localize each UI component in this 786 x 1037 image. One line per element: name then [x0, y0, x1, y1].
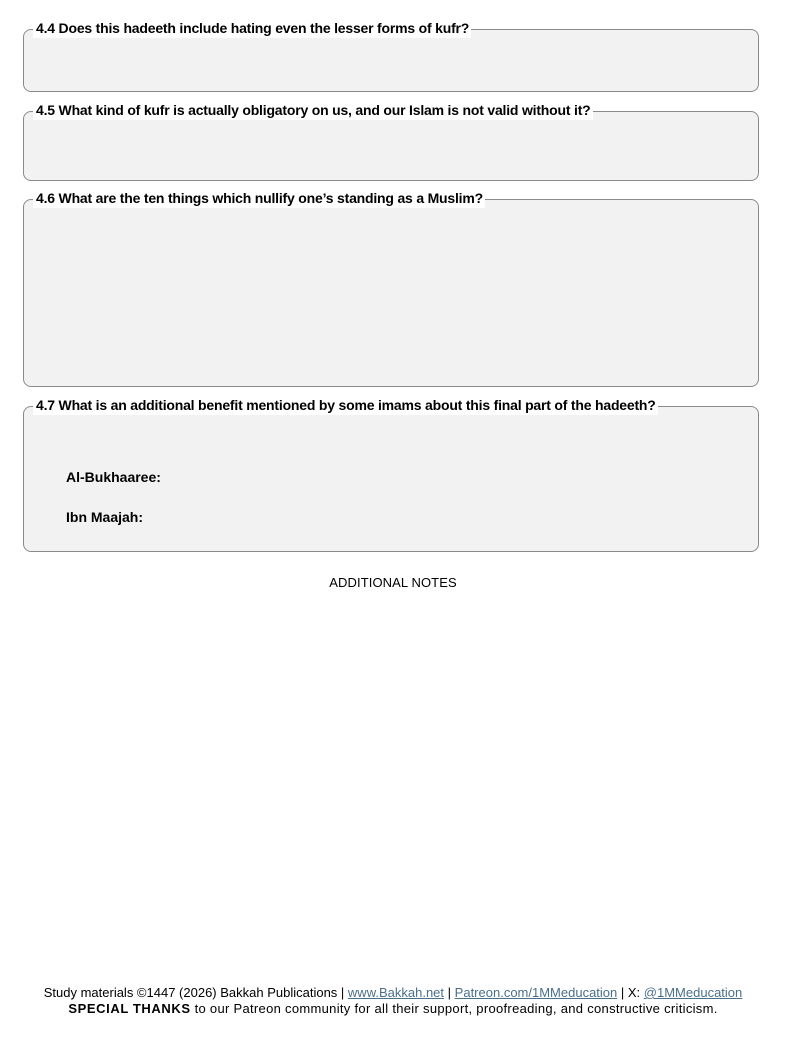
- footer-copyright: Study materials ©1447 (2026) Bakkah Publications |: [43, 985, 345, 1000]
- footer-link-website[interactable]: www.Bakkah.net: [347, 985, 445, 1000]
- answer-box-4-7[interactable]: [23, 397, 759, 552]
- question-label-4-7: 4.7 What is an additional benefit mentioned by some imams about this final part of the hadeeth?: [33, 396, 658, 415]
- question-label-4-4: 4.4 Does this hadeeth include hating even the lesser forms of kufr?: [33, 19, 471, 38]
- sub-item-ibn-maajah: Ibn Maajah:: [66, 509, 144, 525]
- answer-box-4-5[interactable]: [23, 102, 759, 181]
- answer-box-4-6[interactable]: [23, 190, 759, 387]
- footer-x-prefix: | X:: [620, 985, 641, 1000]
- footer-separator: |: [447, 985, 452, 1000]
- question-label-4-6: 4.6 What are the ten things which nullify one’s standing as a Muslim?: [33, 189, 485, 208]
- additional-notes-heading: ADDITIONAL NOTES: [329, 575, 457, 590]
- footer-copyright-line: [0, 985, 786, 1001]
- footer-thanks-bold: SPECIAL THANKS: [68, 1001, 191, 1016]
- footer-link-x[interactable]: @1MMeducation: [643, 985, 743, 1000]
- question-label-4-5: 4.5 What kind of kufr is actually obligatory on us, and our Islam is not valid without it?: [33, 101, 593, 120]
- footer-thanks-text: to our Patreon community for all their support, proofreading, and constructive criticism.: [194, 1001, 718, 1016]
- answer-box-4-4[interactable]: [23, 20, 759, 92]
- footer-link-patreon[interactable]: Patreon.com/1MMeducation: [454, 985, 618, 1000]
- sub-item-al-bukhaaree: Al-Bukhaaree:: [66, 469, 161, 485]
- footer-thanks-line: [0, 1001, 786, 1017]
